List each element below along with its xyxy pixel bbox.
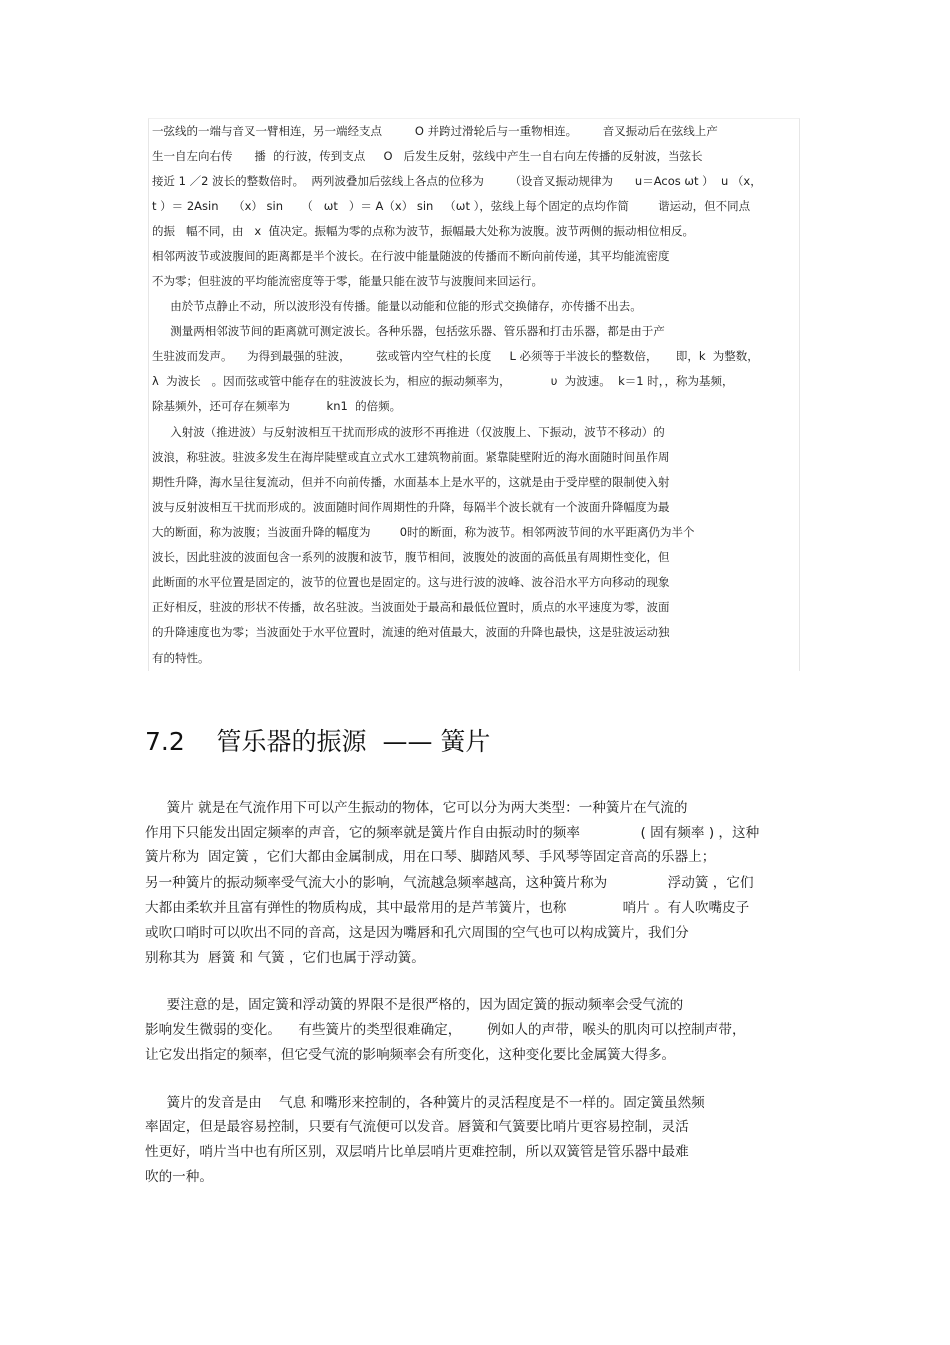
text-line: 期性升降，海水呈往复流动，但并不向前传播，水面基本上是水平的，这就是由于受岸壁的限制使入射 xyxy=(152,475,670,489)
text-line: λ 为波长 。因而弦或管中能存在的驻波波长为，相应的振动频率为， υ 为波速。 k＝1 时，，称为基频， xyxy=(152,374,734,388)
text-line: 由於节点静止不动，所以波形没有传播。能量以动能和位能的形式交换储存，亦传播不出去。 xyxy=(152,299,642,313)
text-line: 测量两相邻波节间的距离就可测定波长。各种乐器，包括弦乐器、管乐器和打击乐器，都是由于产 xyxy=(152,324,665,338)
text-line: 的振 幅不同，由 x 值决定。振幅为零的点称为波节，振幅最大处称为波腹。波节两侧的振动相位相反。 xyxy=(152,224,695,238)
text-line: 要注意的是，固定簧和浮动簧的界限不是很严格的，因为固定簧的振动频率会受气流的 xyxy=(145,997,684,1013)
text-line: 波长，因此驻波的波面包含一系列的波腹和波节，腹节相间，波腹处的波面的高低虽有周期性变化，但 xyxy=(152,550,670,564)
text-line: 生驻波而发声。 为得到最强的驻波， 弦或管内空气柱的长度 L 必须等于半波长的整数倍， 即，k 为整数， xyxy=(152,349,759,363)
text-line: 不为零；但驻波的平均能流密度等于零，能量只能在波节与波腹间来回运行。 xyxy=(152,274,543,288)
text-line: 簧片的发音是由 气息 和嘴形来控制的，各种簧片的灵活程度是不一样的。固定簧虽然频 xyxy=(145,1095,705,1111)
text-line: 性更好，哨片当中也有所区别，双层哨片比单层哨片更难控制，所以双簧管是管乐器中最难 xyxy=(145,1144,689,1160)
text-line: 作用下只能发出固定频率的声音，它的频率就是簧片作自由振动时的频率 ( 固有频率 ) ，这种 xyxy=(145,825,760,841)
text-line: 率固定，但是最容易控制，只要有气流便可以发音。唇簧和气簧要比哨片更容易控制，灵活 xyxy=(145,1119,689,1135)
text-line: 另一种簧片的振动频率受气流大小的影响，气流越急频率越高，这种簧片称为 浮动簧 ，它们 xyxy=(145,875,754,891)
text-line: 除基频外，还可存在频率为 kn1 的倍频。 xyxy=(152,399,402,413)
text-line: 有的特性。 xyxy=(152,651,210,665)
text-line: 簧片 就是在气流作用下可以产生振动的物体，它可以分为两大类型：一种簧片在气流的 xyxy=(145,800,688,816)
text-line: 或吹口哨时可以吹出不同的音高，这是因为嘴唇和孔穴周围的空气也可以构成簧片，我们分 xyxy=(145,925,689,941)
text-line: 让它发出指定的频率，但它受气流的影响频率会有所变化，这种变化要比金属簧大得多。 xyxy=(145,1047,676,1063)
text-line: 入射波（推进波）与反射波相互干扰而形成的波形不再推进（仅波腹上、下振动，波节不移动）的 xyxy=(152,425,665,439)
text-line: 生一自左向右传 播 的行波，传到支点 O 后发生反射，弦线中产生一自右向左传播的反射波，当弦长 xyxy=(152,149,703,163)
text-line: 此断面的水平位置是固定的，波节的位置也是固定的。这与进行波的波峰、波谷沿水平方向移动的现象 xyxy=(152,575,670,589)
text-line: 一弦线的一端与音叉一臂相连，另一端经支点 O 并跨过滑轮后与一重物相连。 音叉振动后在弦线上产 xyxy=(152,124,718,138)
text-line: 波浪，称驻波。驻波多发生在海岸陡壁或直立式水工建筑物前面。紧靠陡壁附近的海水面随时间虽作周 xyxy=(152,450,670,464)
text-line: 相邻两波节或波腹间的距离都是半个波长。在行波中能量随波的传播而不断向前传递，其平均能流密度 xyxy=(152,249,670,263)
section-heading: 7.2 管乐器的振源 —— 簧片 xyxy=(145,727,491,756)
text-line: t ）＝ 2Asin （x） sin （ ωt ）＝ A（x） sin （ωt ），弦线上每个固定的点均作简 谐运动，但不同点 xyxy=(152,199,751,213)
text-line: 正好相反，驻波的形状不传播，故名驻波。当波面处于最高和最低位置时，质点的水平速度为零，波面 xyxy=(152,600,670,614)
text-line: 大的断面，称为波腹；当波面升降的幅度为 0时的断面，称为波节。相邻两波节间的水平距离仍为半个 xyxy=(152,525,695,539)
text-line: 吹的一种。 xyxy=(145,1169,213,1185)
text-line: 波与反射波相互干扰而形成的。波面随时间作周期性的升降，每隔半个波长就有一个波面升降幅度为最 xyxy=(152,500,670,514)
text-line: 影响发生微弱的变化。 有些簧片的类型很难确定， 例如人的声带，喉头的肌肉可以控制声带， xyxy=(145,1022,746,1038)
text-line: 接近 1 ／2 波长的整数倍时。 两列波叠加后弦线上各点的位移为 （设音叉振动规律为 u＝Acos ωt ） u （x， xyxy=(152,174,762,188)
text-line: 簧片称为 固定簧 ，它们大都由金属制成，用在口琴、脚踏风琴、手风琴等固定音高的乐器上； xyxy=(145,849,716,865)
text-line: 别称其为 唇簧 和 气簧 ，它们也属于浮动簧。 xyxy=(145,950,425,966)
text-line: 大都由柔软并且富有弹性的物质构成，其中最常用的是芦苇簧片，也称 哨片 。有人吹嘴皮子 xyxy=(145,900,750,916)
text-line: 的升降速度也为零；当波面处于水平位置时，流速的绝对值最大，波面的升降也最快，这是驻波运动独 xyxy=(152,625,670,639)
